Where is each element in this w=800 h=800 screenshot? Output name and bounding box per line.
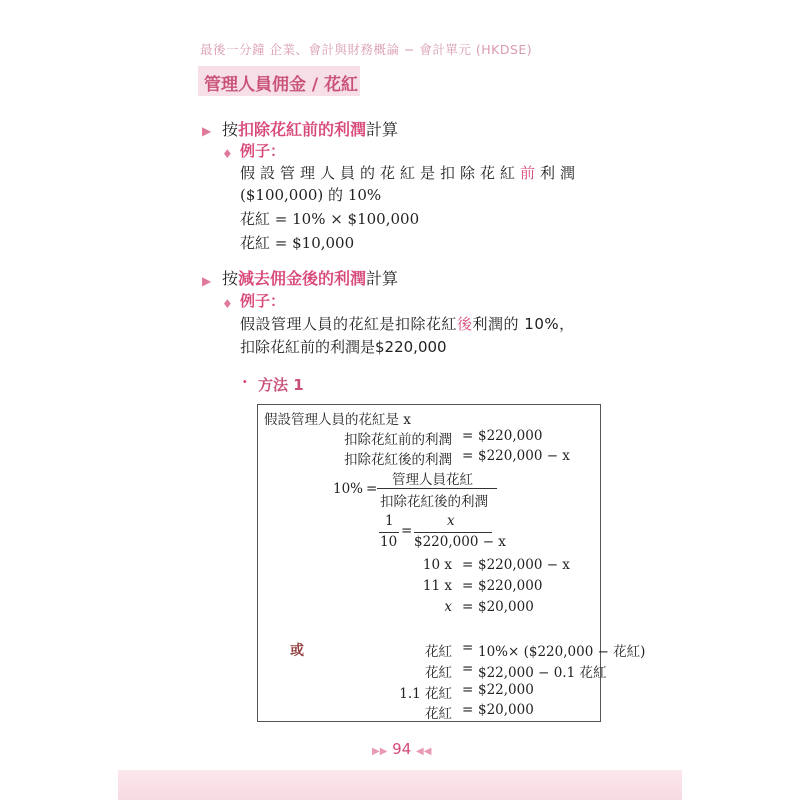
fraction-bar bbox=[379, 532, 399, 533]
page-title: 管理人員佣金 / 花紅 bbox=[204, 75, 359, 95]
example-line-1 bbox=[240, 162, 580, 183]
fraction-bar bbox=[377, 488, 497, 489]
page-number: 94 bbox=[392, 740, 412, 758]
calc-lhs: 扣除花紅後的利潤 bbox=[344, 452, 452, 468]
calc-lhs: 10 x bbox=[422, 557, 452, 573]
calc-eq: = bbox=[462, 578, 474, 594]
calc-rhs: $220,000 bbox=[478, 578, 543, 594]
heading-highlight: 減去佣金後的利潤 bbox=[238, 269, 367, 288]
calc-rhs: $20,000 bbox=[478, 702, 534, 718]
calc-rhs: $20,000 bbox=[478, 599, 534, 615]
double-arrow-left-icon: ◀◀ bbox=[416, 746, 432, 757]
fraction-numerator: 1 bbox=[385, 513, 394, 529]
calc-eq: = bbox=[366, 481, 378, 497]
example-label: 例子： bbox=[240, 292, 286, 310]
calc-lhs: 11 x bbox=[422, 578, 452, 594]
fraction-denominator: 扣除花紅後的利潤 bbox=[380, 494, 488, 510]
text: 利潤的 10%， bbox=[472, 315, 575, 333]
heading-suffix: 計算 bbox=[366, 120, 399, 139]
text: 假設管理人員的花紅是扣除花紅 bbox=[240, 164, 521, 182]
calc-eq: = bbox=[462, 640, 474, 656]
section-2-heading bbox=[222, 266, 398, 289]
calc-lhs: 扣除花紅前的利潤 bbox=[344, 432, 452, 448]
diamond-bullet-icon: ♦ bbox=[222, 297, 233, 311]
page-number-area bbox=[372, 740, 431, 758]
calc-eq: = bbox=[462, 682, 474, 698]
calc-eq: = bbox=[462, 661, 474, 677]
calc-rhs: 10%× ($220,000 − 花紅) bbox=[478, 644, 646, 660]
calc-eq: = bbox=[462, 448, 474, 464]
text: 假設管理人員的花紅是扣除花紅 bbox=[240, 315, 458, 333]
calc-rhs: $220,000 bbox=[478, 428, 543, 444]
section-1 bbox=[202, 120, 211, 139]
example-line-1 bbox=[240, 313, 575, 334]
calc-line: 假設管理人員的花紅是 x bbox=[264, 412, 411, 428]
example-line-2: ($100,000) 的 10% bbox=[240, 186, 382, 204]
example-line-2: 扣除花紅前的利潤是$220,000 bbox=[240, 338, 447, 356]
fraction-numerator: x bbox=[447, 513, 455, 529]
calc-lhs: 花紅 bbox=[425, 665, 452, 681]
text-highlight: 後 bbox=[457, 315, 473, 333]
heading-prefix: 按 bbox=[222, 269, 239, 288]
fraction-bar bbox=[414, 532, 492, 533]
heading-highlight: 扣除花紅前的利潤 bbox=[238, 120, 367, 139]
diamond-bullet-icon: ♦ bbox=[222, 147, 233, 161]
calc-eq: = bbox=[462, 702, 474, 718]
heading-suffix: 計算 bbox=[366, 269, 399, 288]
fraction-denominator: 10 bbox=[380, 534, 398, 550]
method-bullet: · bbox=[242, 372, 248, 391]
section-1-heading bbox=[222, 117, 398, 140]
heading-prefix: 按 bbox=[222, 120, 239, 139]
calc-eq: = bbox=[462, 599, 474, 615]
example-line-3: 花紅 = 10% × $100,000 bbox=[240, 210, 420, 228]
calc-lhs: 花紅 bbox=[425, 706, 452, 722]
fraction-numerator: 管理人員花紅 bbox=[392, 472, 473, 488]
calc-lhs: 花紅 bbox=[425, 644, 452, 660]
fraction-denominator: $220,000 − x bbox=[414, 534, 506, 550]
method-label: 方法 1 bbox=[258, 376, 304, 394]
calc-lhs: 10% bbox=[333, 481, 364, 497]
calc-eq: = bbox=[401, 523, 413, 539]
example-label: 例子： bbox=[240, 142, 286, 160]
or-label: 或 bbox=[290, 643, 304, 659]
calc-rhs: $220,000 − x bbox=[478, 557, 570, 573]
calc-rhs: $220,000 − x bbox=[478, 448, 570, 464]
text-highlight: 前 bbox=[520, 164, 541, 182]
text: 利潤 bbox=[540, 164, 581, 182]
calc-rhs: $22,000 bbox=[478, 682, 534, 698]
double-arrow-right-icon: ▶▶ bbox=[372, 746, 388, 757]
triangle-bullet-icon: ▶ bbox=[202, 124, 212, 138]
calc-eq: = bbox=[462, 557, 474, 573]
calc-eq: = bbox=[462, 428, 474, 444]
triangle-bullet-icon: ▶ bbox=[202, 274, 212, 288]
calc-lhs: 1.1 花紅 bbox=[399, 686, 452, 702]
example-line-4: 花紅 = $10,000 bbox=[240, 234, 355, 252]
running-header: 最後一分鐘 企業、會計與財務概論 − 會計單元 (HKDSE) bbox=[200, 42, 533, 57]
calc-lhs: x bbox=[444, 599, 452, 615]
calc-rhs: $22,000 − 0.1 花紅 bbox=[478, 665, 607, 681]
footer-band bbox=[118, 770, 682, 800]
